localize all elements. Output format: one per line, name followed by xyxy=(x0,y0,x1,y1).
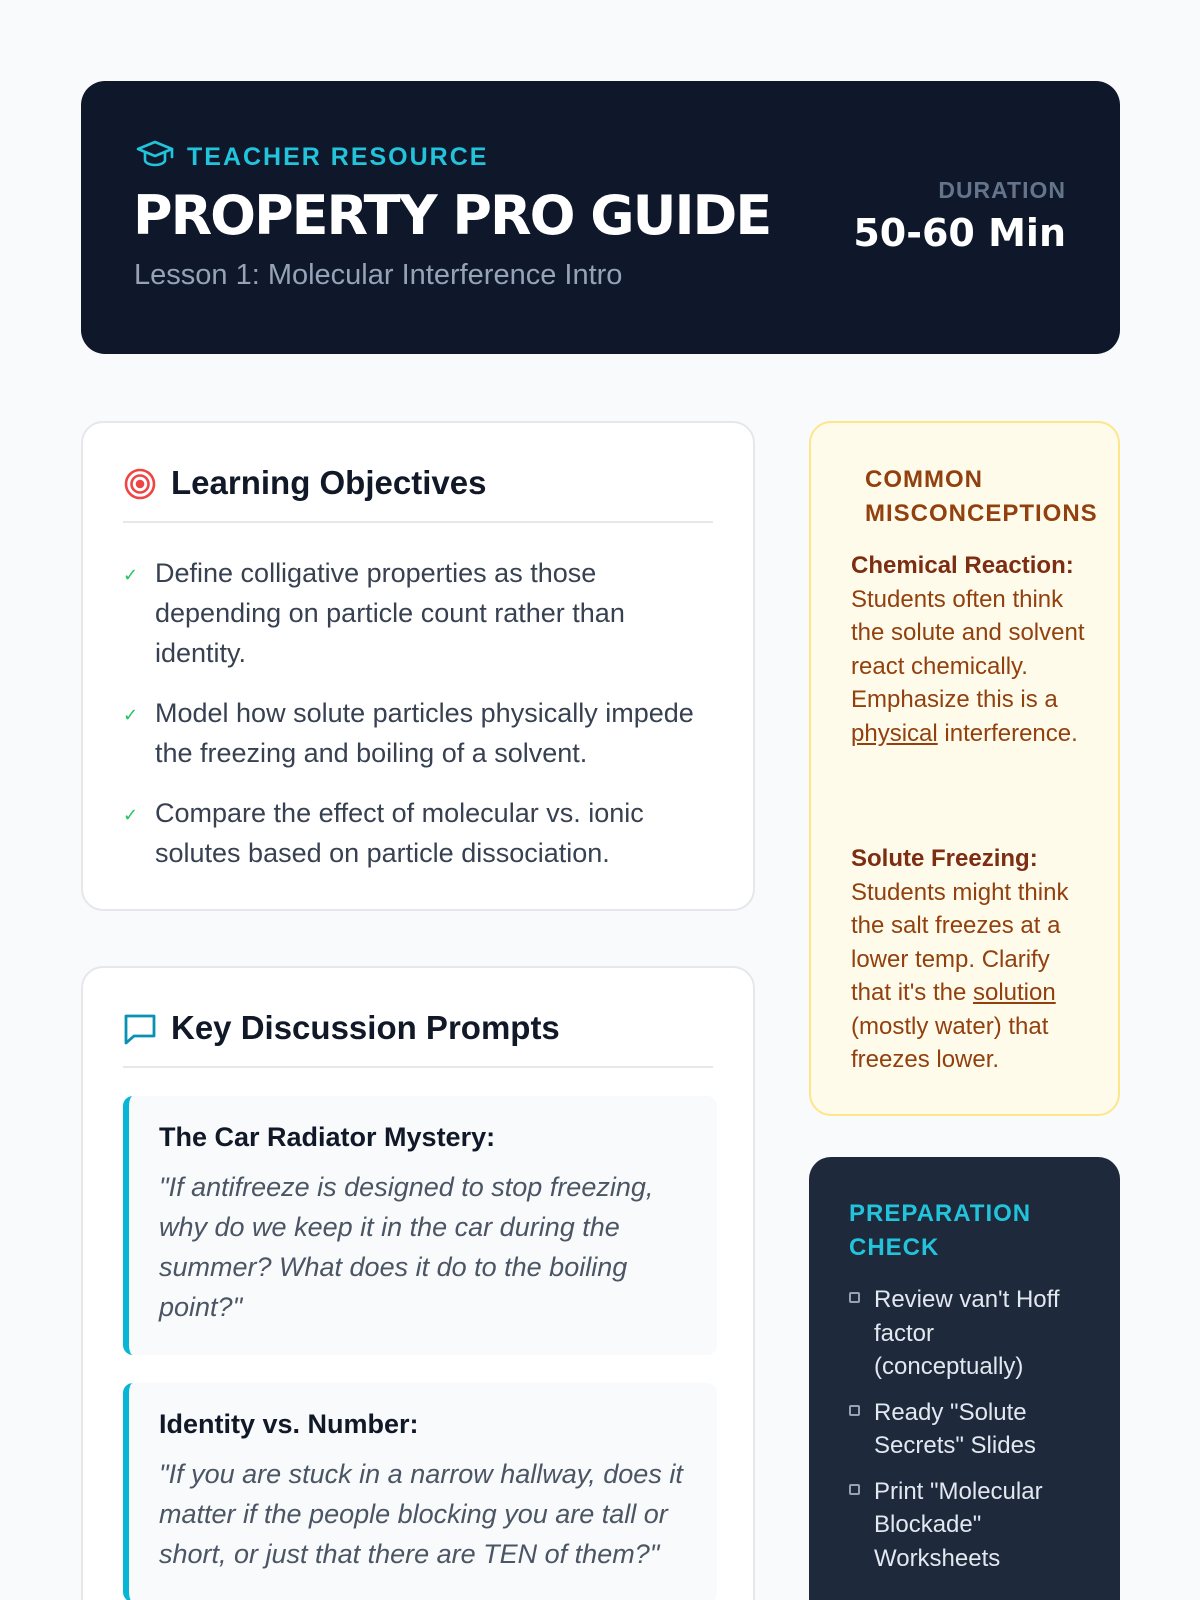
checklist-label: Review van't Hoff factor (conceptually) xyxy=(874,1286,1060,1380)
misconception-item xyxy=(851,549,1091,750)
discussion-prompt xyxy=(123,1096,717,1355)
prompts-header xyxy=(123,1008,713,1068)
misconception-emphasis: physical xyxy=(851,719,938,747)
checkbox[interactable] xyxy=(849,1484,860,1495)
checklist-label: Ready "Solute Secrets" Slides xyxy=(874,1398,1036,1459)
prompt-heading: The Car Radiator Mystery: xyxy=(159,1122,496,1152)
eyebrow-label: TEACHER RESOURCE xyxy=(187,143,489,171)
prompts-title: Key Discussion Prompts xyxy=(171,1009,560,1046)
preparation-check-panel xyxy=(809,1157,1120,1600)
objective-text: Model how solute particles physically impede the freezing and boiling of a solvent. xyxy=(155,698,694,768)
checklist-label: Print "Molecular Blockade" Worksheets xyxy=(874,1477,1043,1572)
checklist-item[interactable] xyxy=(849,1283,1089,1384)
lesson-subtitle: Lesson 1: Molecular Interference Intro xyxy=(134,259,623,291)
learning-objectives-card xyxy=(81,421,755,911)
graduation-cap-icon xyxy=(135,139,175,176)
discussion-prompts-card xyxy=(81,966,755,1600)
chat-bubble-icon xyxy=(123,1008,157,1051)
misconception-text: Students might think the salt freezes at a lower temp. Clarify that it's the xyxy=(851,878,1069,1006)
check-icon: ✓ xyxy=(123,565,139,585)
page-title: PROPERTY PRO GUIDE xyxy=(133,184,771,247)
objectives-title: Learning Objectives xyxy=(171,464,487,501)
misconception-text-end: (mostly water) that freezes lower. xyxy=(851,1012,1049,1073)
objective-text: Define colligative properties as those depending on particle count rather than identity. xyxy=(155,558,625,668)
discussion-prompt xyxy=(123,1383,717,1600)
check-icon: ✓ xyxy=(123,705,139,725)
checklist-item[interactable] xyxy=(849,1475,1089,1576)
checkbox[interactable] xyxy=(849,1405,860,1416)
list-item xyxy=(123,793,723,873)
objectives-list xyxy=(123,553,723,893)
misconception-item xyxy=(851,842,1091,1077)
prompt-heading: Identity vs. Number: xyxy=(159,1409,419,1439)
preparation-title: PREPARATION CHECK xyxy=(849,1200,1032,1261)
prompt-quote: "If you are stuck in a narrow hallway, does it matter if the people blocking you are tall or short, or just that there are TEN of them?" xyxy=(159,1459,683,1569)
list-item xyxy=(123,553,723,673)
misconception-text: Students often think the solute and solvent react chemically. Emphasize this is a xyxy=(851,585,1085,713)
misconception-term: Solute Freezing: xyxy=(851,845,1038,872)
misconception-term: Chemical Reaction: xyxy=(851,552,1074,579)
guide-header xyxy=(81,81,1120,354)
duration-label: DURATION xyxy=(938,177,1066,203)
eyebrow xyxy=(135,139,488,176)
preparation-list xyxy=(849,1283,1089,1587)
objective-text: Compare the effect of molecular vs. ionic solutes based on particle dissociation. xyxy=(155,798,644,868)
misconceptions-title: COMMON MISCONCEPTIONS xyxy=(865,466,1098,527)
misconceptions-panel xyxy=(809,421,1120,1116)
prompt-quote: "If antifreeze is designed to stop freezing, why do we keep it in the car during the summer? What does it do to the boiling point?" xyxy=(159,1172,654,1322)
target-icon xyxy=(123,463,157,506)
list-item xyxy=(123,693,723,773)
misconception-emphasis: solution xyxy=(972,979,1056,1006)
misconception-text-end: interference. xyxy=(937,719,1078,747)
checklist-item[interactable] xyxy=(849,1396,1089,1463)
objectives-header xyxy=(123,463,713,523)
check-icon: ✓ xyxy=(123,805,139,825)
duration-value: 50-60 Min xyxy=(853,211,1066,255)
checkbox[interactable] xyxy=(849,1292,860,1303)
